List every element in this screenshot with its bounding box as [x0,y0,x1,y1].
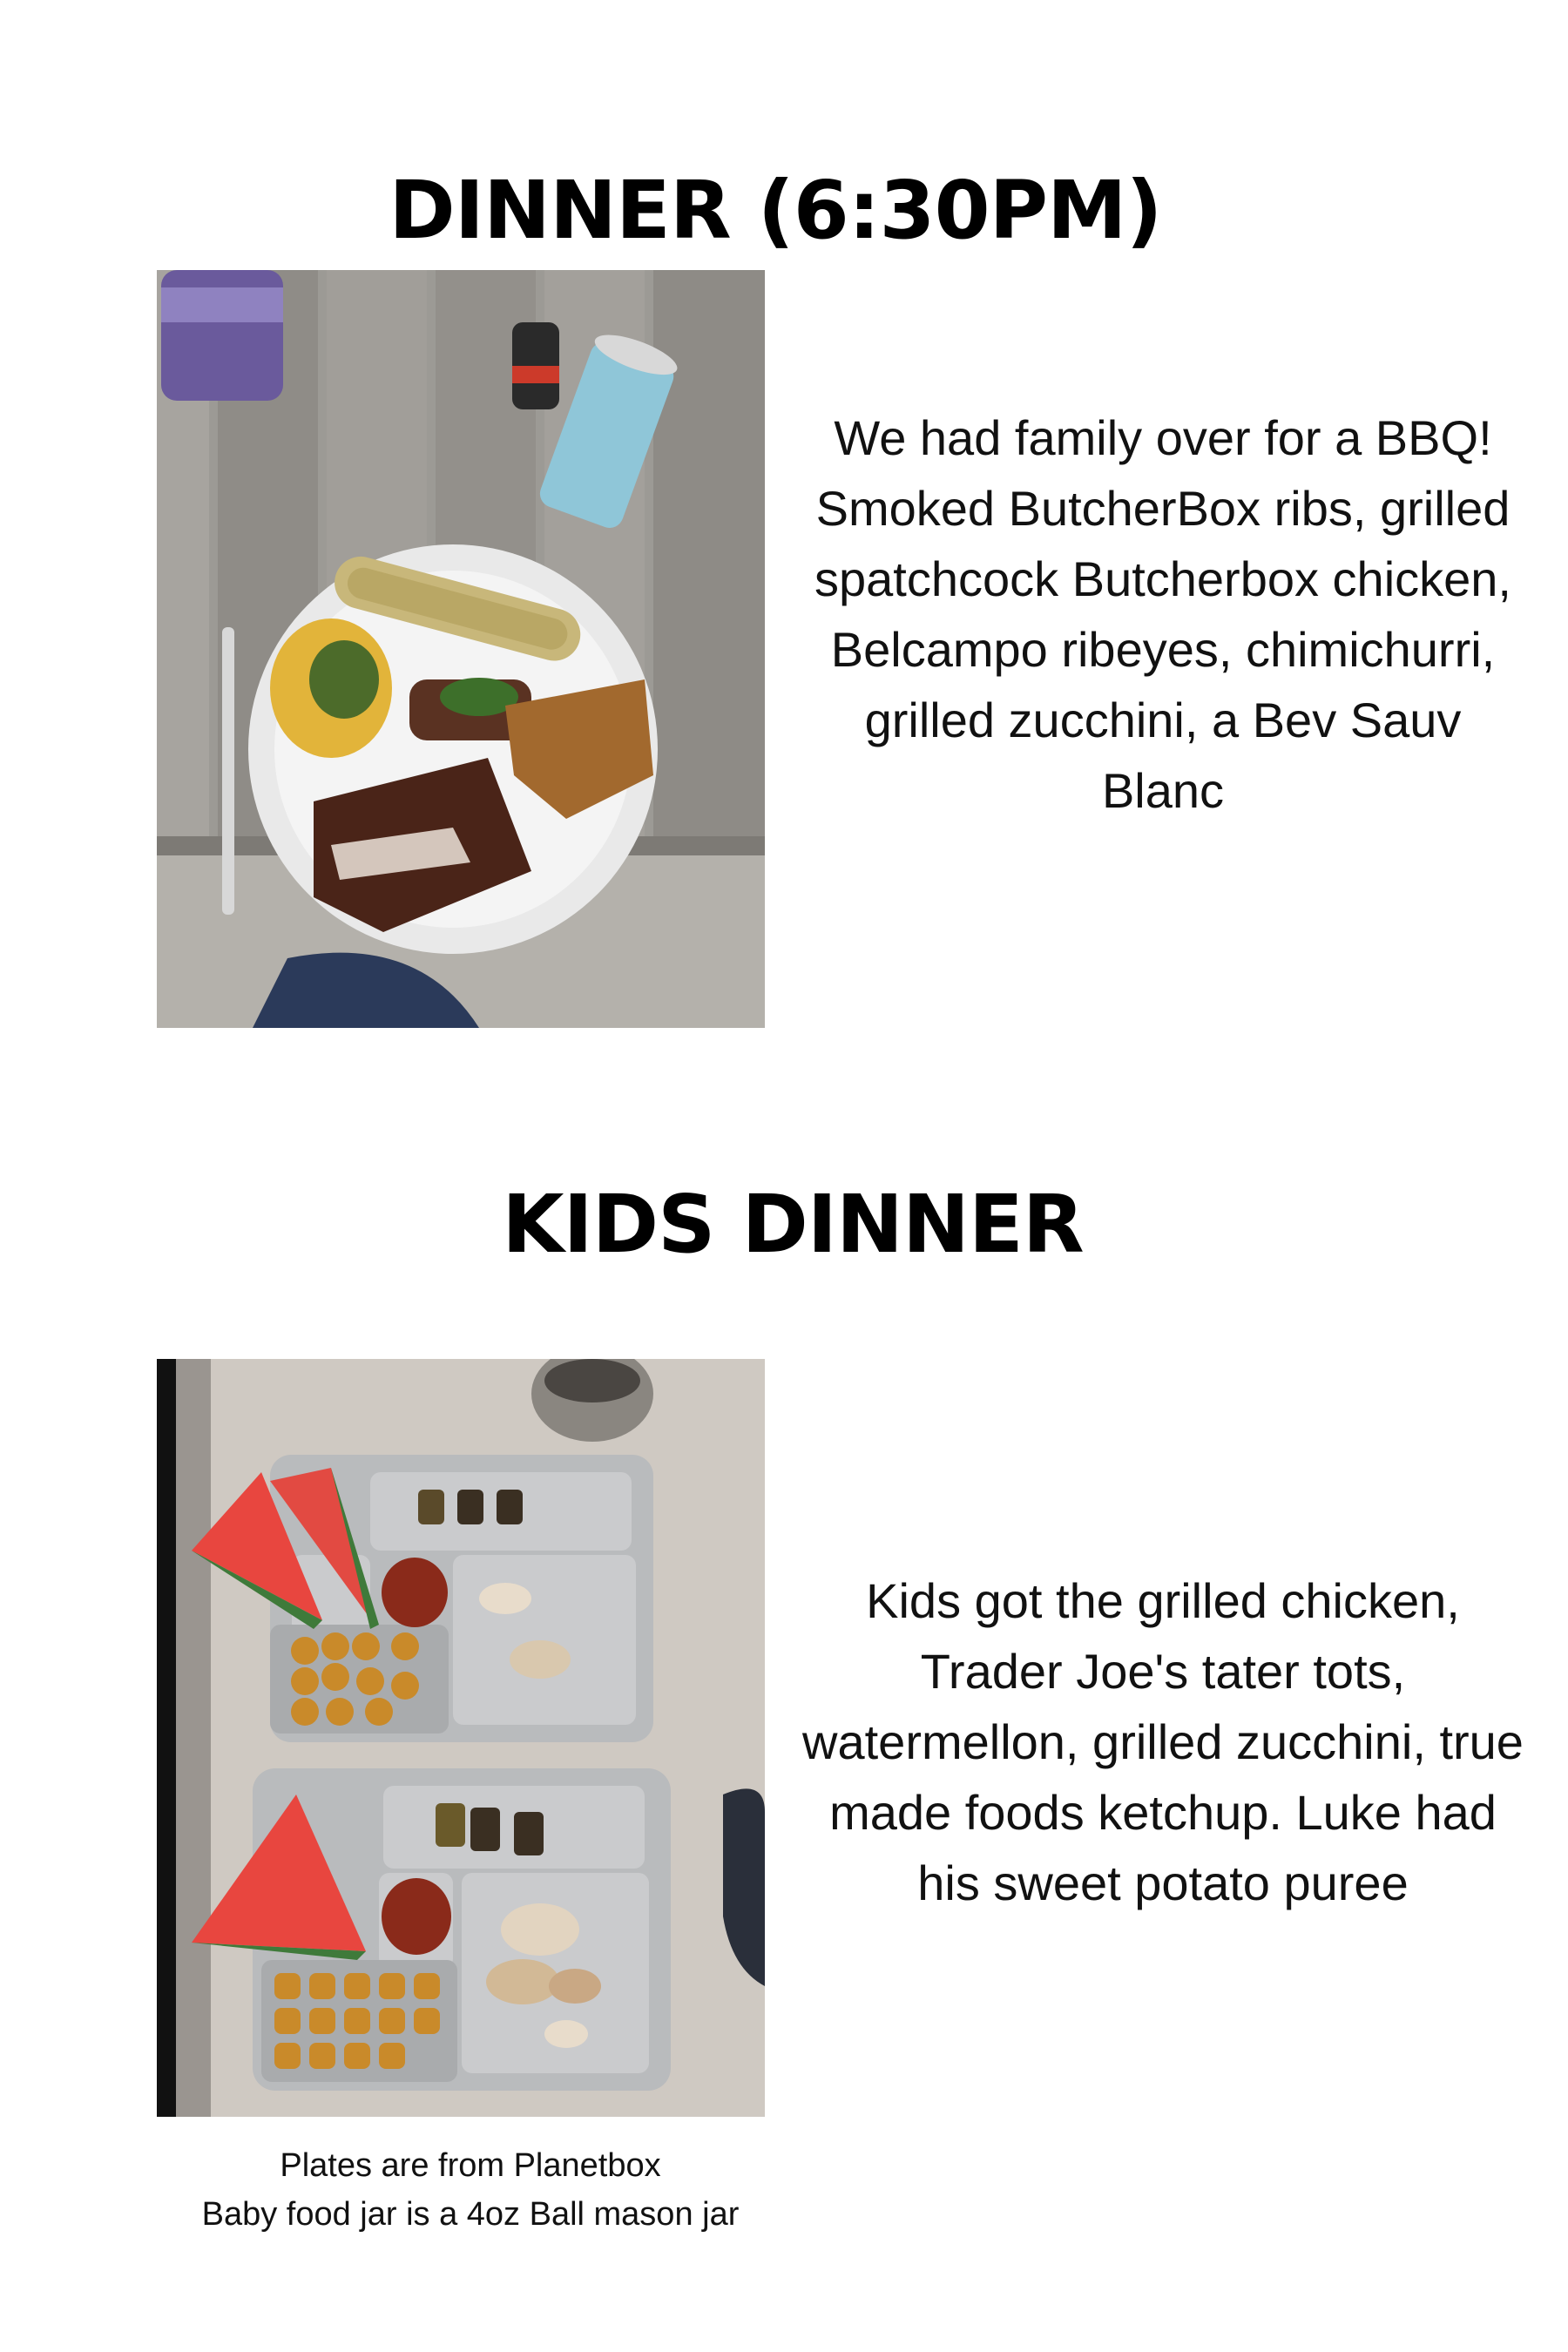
caption-jar: Baby food jar is a 4oz Ball mason jar [201,2196,740,2233]
dinner-heading: DINNER (6:30PM) [389,164,1162,257]
kids-dinner-description: Kids got the grilled chicken, Trader Joe's tater tots, watermellon, grilled zucchini, true made foods ketchup. Luke had his sweet potato puree [802,1573,1524,1910]
caption-plates: Plates are from Planetbox [280,2147,661,2184]
kids-dinner-photo [157,1359,765,2117]
bbq-plate-image [157,270,765,1028]
kids-dinner-heading: KIDS DINNER [502,1178,1084,1271]
dinner-photo [157,270,765,1028]
dinner-description: We had family over for a BBQ! Smoked ButcherBox ribs, grilled spatchcock Butcherbox chicken, Belcampo ribeyes, chimichurri, grilled zucchini, a Bev Sauv Blanc [814,410,1511,818]
kids-trays-image [157,1359,765,2117]
